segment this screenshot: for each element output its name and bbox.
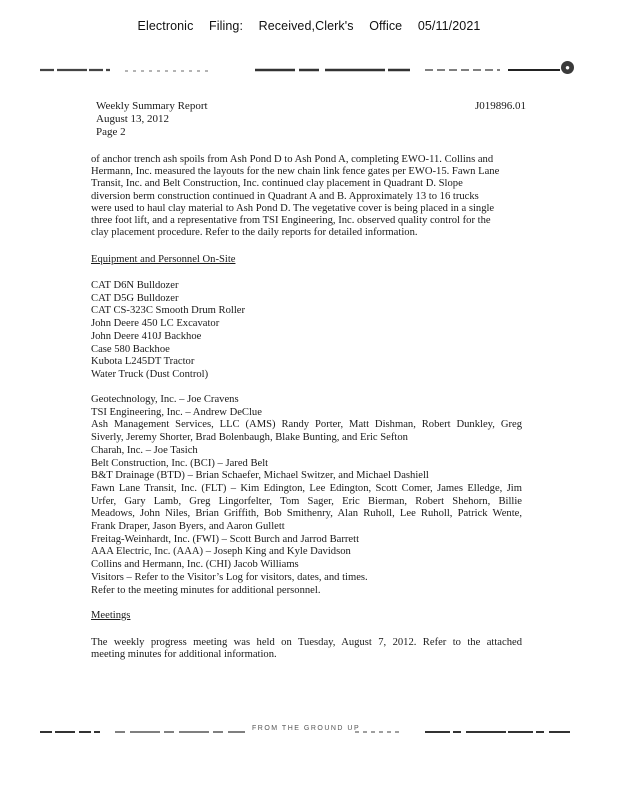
text-line: meeting minutes for additional information. <box>91 649 277 661</box>
text-line: three foot lift, and a representative from TSI Engineering, Inc. observed quality control for the <box>91 215 491 227</box>
list-item: CAT D5G Bulldozer <box>91 292 179 304</box>
list-item: Kubota L245DT Tractor <box>91 356 195 368</box>
list-item: Geotechnology, Inc. – Joe Cravens <box>91 394 239 405</box>
text-line: clay placement procedure. Refer to the daily reports for detailed information. <box>91 227 418 239</box>
meetings-heading: Meetings <box>91 610 131 621</box>
page-number: Page 2 <box>96 126 126 138</box>
list-item: Belt Construction, Inc. (BCI) – Jared Belt <box>91 457 269 469</box>
list-item: John Deere 450 LC Excavator <box>91 318 220 330</box>
text-line: Transit, Inc. and Belt Construction, Inc. continued clay placement in Quadrant D. Slope <box>91 178 463 190</box>
text-line: diversion berm construction continued in Quadrant A and B. Approximately 13 to 16 trucks <box>91 190 479 202</box>
filing-word-4: Office <box>369 19 403 33</box>
footer-tagline: FROM THE GROUND UP <box>252 725 361 732</box>
list-item: Charah, Inc. – Joe Tasich <box>91 444 198 456</box>
list-item: Fawn Lane Transit, Inc. (FLT) – Kim Edington, Lee Edington, Scott Comer, James Elledge, Jim <box>91 482 522 494</box>
equipment-heading: Equipment and Personnel On-Site <box>91 254 236 265</box>
list-item: AAA Electric, Inc. (AAA) – Joseph King and Kyle Davidson <box>91 546 351 558</box>
list-item: Water Truck (Dust Control) <box>91 368 209 380</box>
list-item: CAT D6N Bulldozer <box>91 280 179 291</box>
filing-word-3: Received,Clerk's <box>258 19 354 33</box>
paragraph-progress <box>91 154 522 239</box>
text-line: of anchor trench ash spoils from Ash Pond D to Ash Pond A, completing EWO-11. Collins and <box>91 154 494 165</box>
document-header <box>96 100 526 139</box>
list-item: Urfer, Gary Lamb, Greg Lingorfelter, Tom Sager, Eric Bierman, Robert Shehorn, Billie <box>91 495 522 507</box>
personnel-list <box>91 394 522 597</box>
list-item: B&T Drainage (BTD) – Brian Schaefer, Michael Switzer, and Michael Dashiell <box>91 470 429 482</box>
text-line: were used to haul clay material to Ash Pond D. The vegetative cover is being placed in a single <box>91 202 495 214</box>
text-line: The weekly progress meeting was held on Tuesday, August 7, 2012. Refer to the attached <box>91 637 522 648</box>
list-item: Ash Management Services, LLC (AMS) Randy Porter, Matt Dishman, Robert Dunkley, Greg <box>91 419 522 431</box>
list-item: TSI Engineering, Inc. – Andrew DeClue <box>91 406 262 418</box>
filing-word-1: Electronic <box>137 19 194 33</box>
list-item: Collins and Hermann, Inc. (CHI) Jacob Williams <box>91 559 299 571</box>
list-item: Meadows, John Niles, Brian Griffith, Bob Smithenry, Alan Ruholl, Lee Ruholl, Patrick Wente, <box>91 508 522 520</box>
document-number: J019896.01 <box>474 100 526 112</box>
list-item: Frank Draper, Jason Byers, and Aaron Gullett <box>91 521 285 533</box>
list-item: Visitors – Refer to the Visitor’s Log for visitors, dates, and times. <box>91 571 368 583</box>
filing-stamp <box>0 19 618 33</box>
letterhead-rule <box>30 62 586 78</box>
list-item: Freitag-Weinhardt, Inc. (FWI) – Scott Burch and Jarrod Barrett <box>91 533 360 545</box>
report-date: August 13, 2012 <box>96 113 170 125</box>
filing-word-2: Filing: <box>209 19 244 33</box>
list-item: CAT CS-323C Smooth Drum Roller <box>91 305 246 317</box>
list-item: John Deere 410J Backhoe <box>91 330 202 342</box>
equipment-list <box>91 280 522 382</box>
paragraph-meetings <box>91 637 522 661</box>
logo-icon: ● <box>561 61 574 74</box>
report-title: Weekly Summary Report <box>96 100 208 112</box>
list-item: Case 580 Backhoe <box>91 343 170 355</box>
text-line: Hermann, Inc. measured the layouts for the new chain link fence gates per EWO-15. Fawn Lane <box>91 166 500 178</box>
filing-date: 05/11/2021 <box>417 19 481 33</box>
list-item: Siverly, Jeremy Shorter, Brad Bolenbaugh, Blake Bunting, and Eric Sefton <box>91 432 408 444</box>
list-item: Refer to the meeting minutes for additional personnel. <box>91 584 321 596</box>
